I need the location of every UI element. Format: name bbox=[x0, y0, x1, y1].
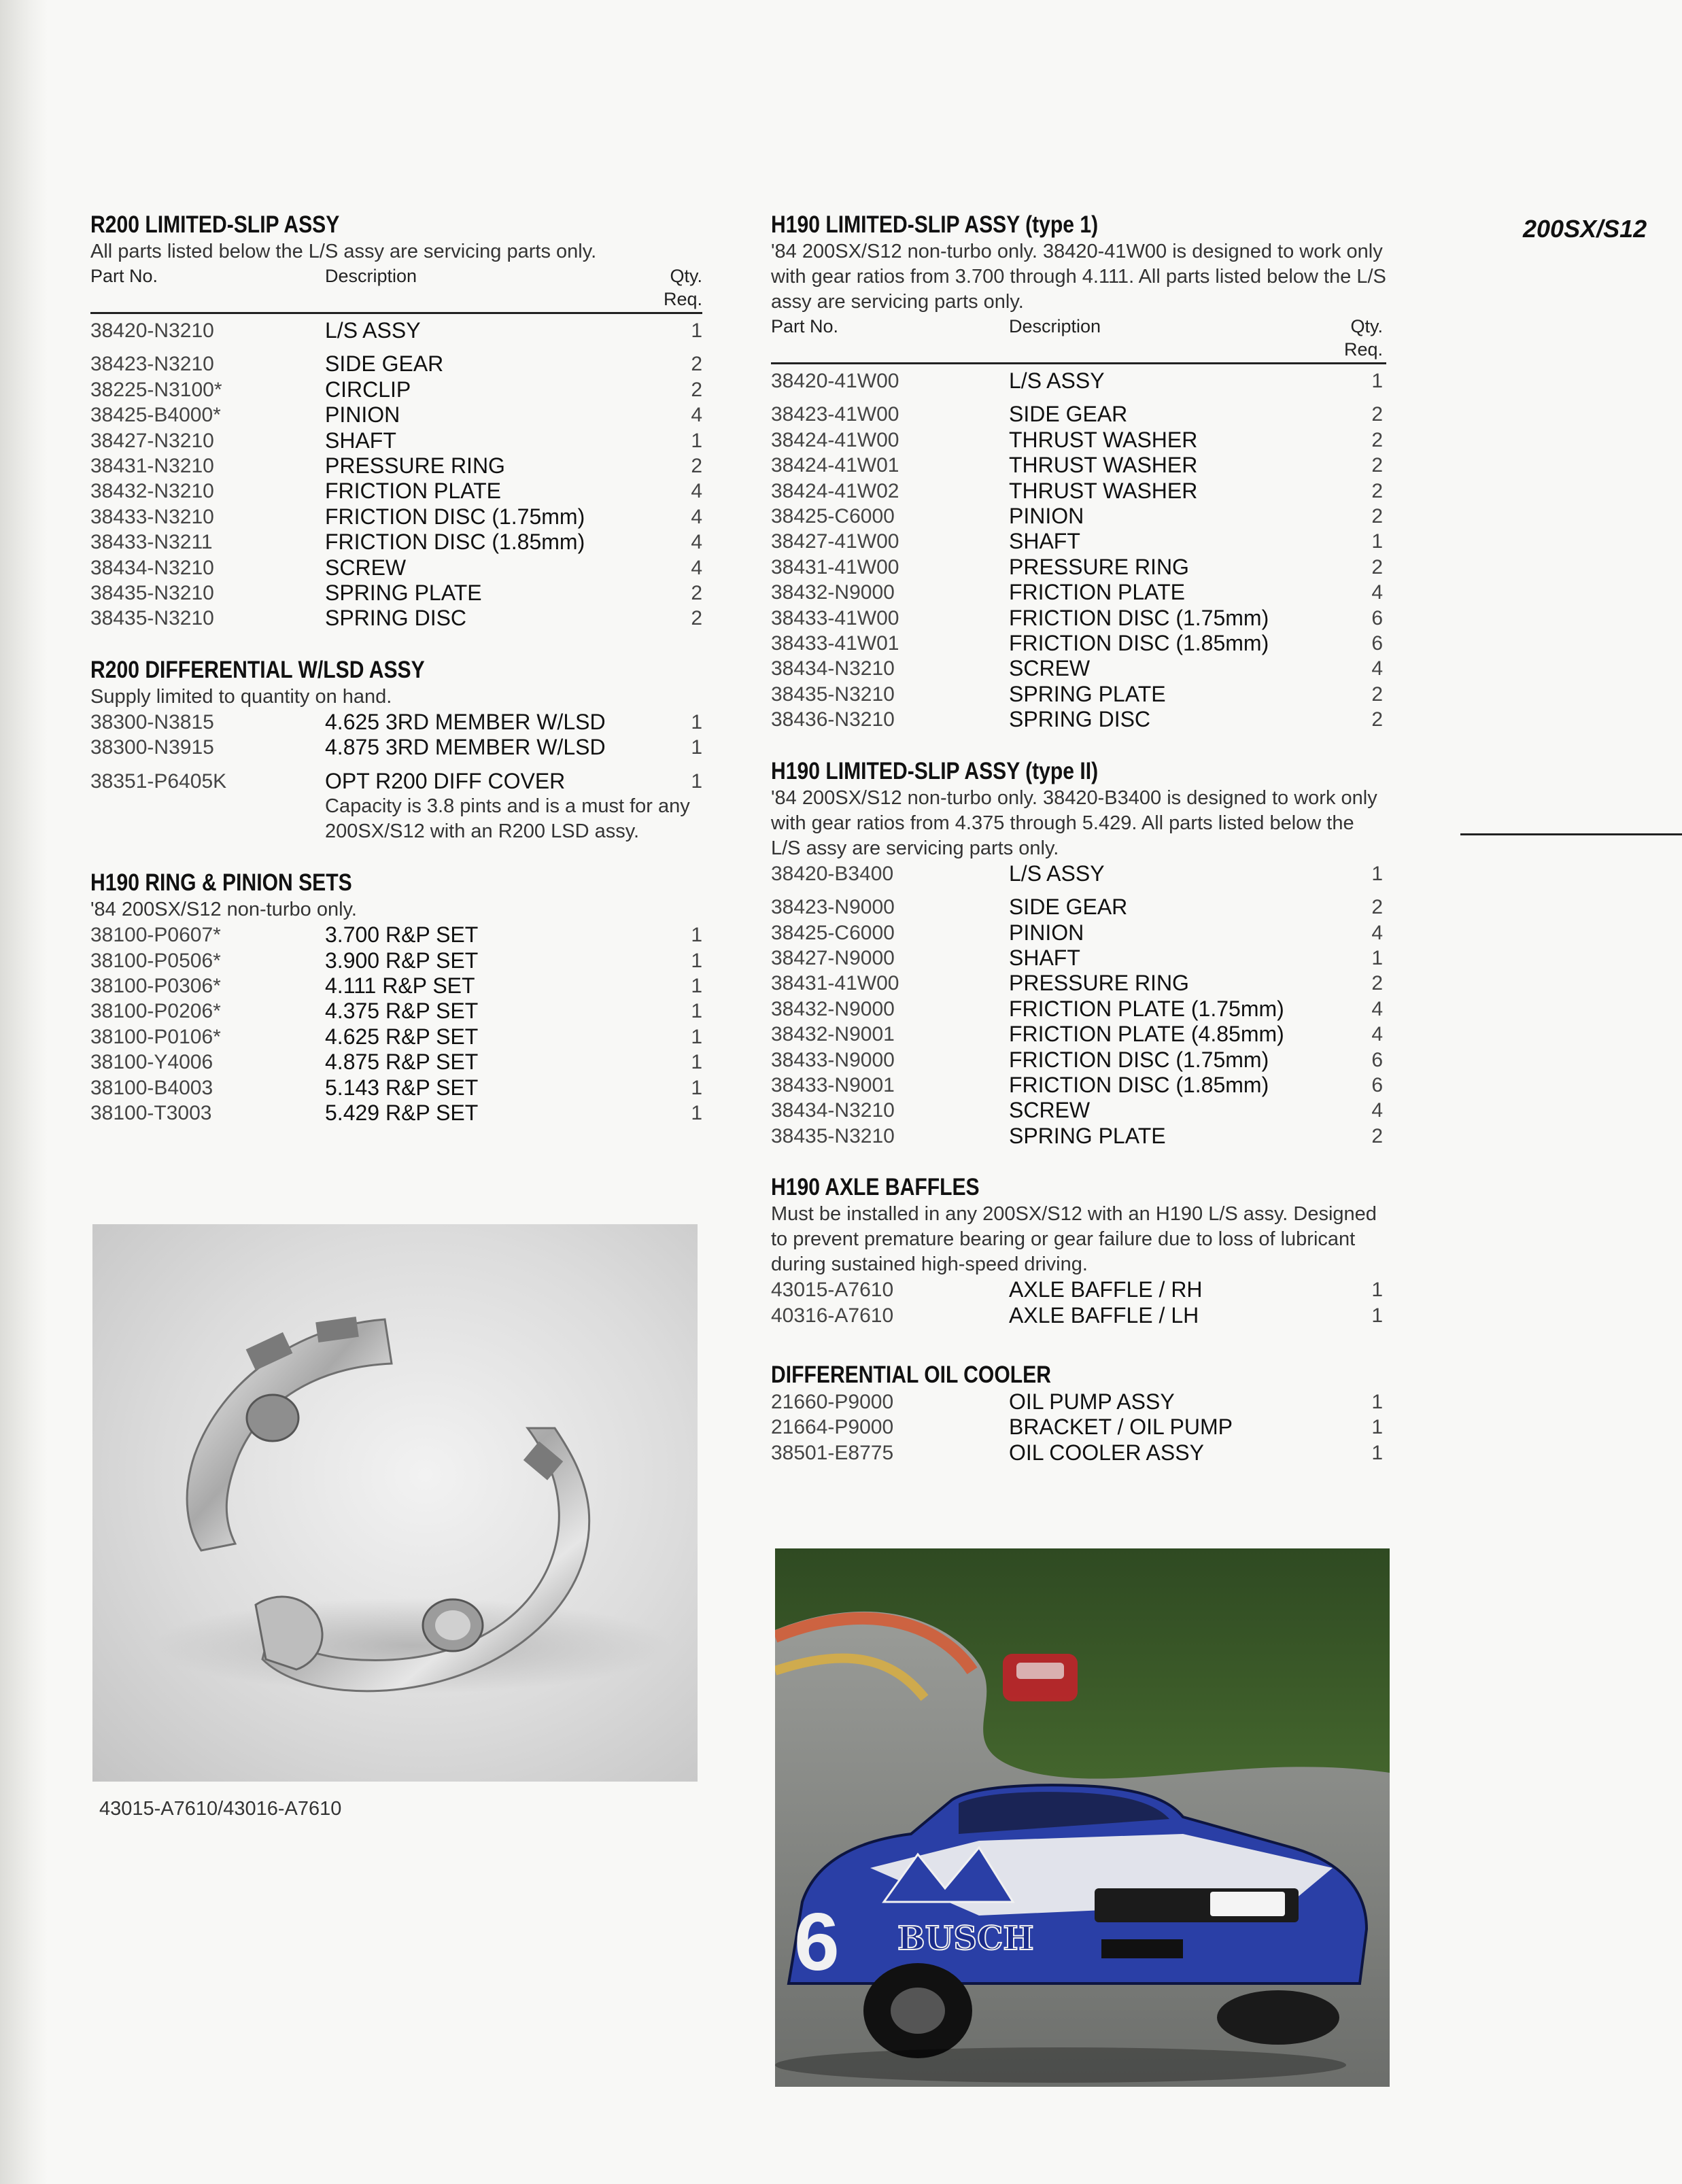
part-qty: 6 bbox=[1371, 606, 1383, 629]
part-qty: 2 bbox=[1371, 454, 1383, 477]
part-number: 38432-N9000 bbox=[771, 581, 895, 604]
part-number: 38427-41W00 bbox=[771, 530, 899, 553]
part-number: 38433-N9001 bbox=[771, 1073, 895, 1096]
table-row bbox=[771, 1098, 1386, 1123]
h190-axle-baffles-section bbox=[771, 1173, 1386, 1328]
part-description: 4.625 3RD MEMBER W/LSD bbox=[325, 709, 606, 734]
parts-table bbox=[90, 318, 702, 631]
part-number: 38300-N3815 bbox=[90, 710, 214, 733]
part-description: OIL PUMP ASSY bbox=[1009, 1389, 1175, 1414]
part-number: 38100-P0506* bbox=[90, 949, 221, 972]
part-number: 38432-N9000 bbox=[771, 997, 895, 1020]
section-note: Supply limited to quantity on hand. bbox=[90, 685, 392, 708]
race-car-illustration bbox=[775, 1548, 1390, 2087]
part-qty: 2 bbox=[1371, 708, 1383, 731]
part-description: SHAFT bbox=[325, 428, 396, 453]
part-description: 5.429 R&P SET bbox=[325, 1100, 479, 1125]
cover-note-row bbox=[90, 794, 702, 844]
differential-oil-cooler-section bbox=[771, 1361, 1386, 1466]
table-row bbox=[90, 999, 702, 1024]
part-number: 38420-41W00 bbox=[771, 370, 899, 392]
part-description: SPRING DISC bbox=[325, 606, 467, 631]
part-description: FRICTION PLATE (1.75mm) bbox=[1009, 996, 1284, 1021]
part-description: SPRING PLATE bbox=[1009, 681, 1166, 706]
part-number: 38433-N9000 bbox=[771, 1048, 895, 1071]
parts-table bbox=[771, 368, 1386, 733]
part-description: SCREW bbox=[1009, 1098, 1091, 1123]
part-qty: 2 bbox=[691, 353, 702, 376]
part-number: 38433-41W00 bbox=[771, 606, 899, 629]
part-number: 38100-P0306* bbox=[90, 974, 221, 997]
part-description: PRESSURE RING bbox=[1009, 554, 1189, 579]
part-description: SPRING PLATE bbox=[325, 580, 482, 606]
section-note: '84 200SX/S12 non-turbo only. bbox=[90, 899, 357, 921]
table-row bbox=[771, 1303, 1386, 1328]
part-qty: 4 bbox=[691, 556, 702, 579]
part-description: THRUST WASHER bbox=[1009, 427, 1198, 452]
part-qty: 1 bbox=[1371, 1390, 1383, 1413]
part-description: PRESSURE RING bbox=[1009, 971, 1189, 996]
table-row bbox=[771, 606, 1386, 631]
qty-header: Qty. Req. bbox=[1343, 316, 1383, 360]
table-row bbox=[90, 555, 702, 580]
part-number: 38435-N3210 bbox=[771, 682, 895, 706]
part-description: FRICTION PLATE bbox=[1009, 580, 1185, 605]
car-shadow bbox=[775, 2047, 1346, 2083]
part-number: 38433-41W01 bbox=[771, 632, 899, 655]
part-number: 38423-N3210 bbox=[90, 353, 214, 376]
sponsor-logo: BUSCH bbox=[897, 1920, 1034, 1958]
part-number: 38433-N3210 bbox=[90, 505, 214, 528]
part-description: FRICTION DISC (1.85mm) bbox=[325, 530, 585, 555]
part-qty: 4 bbox=[691, 480, 702, 503]
table-row bbox=[771, 1124, 1386, 1149]
table-row bbox=[771, 1415, 1386, 1440]
part-description: FRICTION PLATE (4.85mm) bbox=[1009, 1022, 1284, 1047]
table-row bbox=[90, 530, 702, 555]
part-number: 38300-N3915 bbox=[90, 736, 214, 759]
table-row bbox=[771, 428, 1386, 453]
part-qty: 2 bbox=[1371, 505, 1383, 528]
part-qty: 4 bbox=[1371, 1023, 1383, 1046]
part-description: SHAFT bbox=[1009, 945, 1080, 970]
part-qty: 6 bbox=[1371, 1048, 1383, 1071]
part-description: L/S ASSY bbox=[325, 318, 421, 343]
part-qty: 2 bbox=[1371, 1124, 1383, 1147]
table-row bbox=[90, 1024, 702, 1050]
part-qty: 2 bbox=[1371, 479, 1383, 502]
description-header: Description bbox=[1009, 316, 1101, 336]
part-number: 38420-B3400 bbox=[771, 862, 894, 885]
h190-ring-pinion-section bbox=[90, 869, 702, 1126]
table-row bbox=[90, 1050, 702, 1075]
table-row bbox=[90, 973, 702, 999]
part-qty: 6 bbox=[1371, 632, 1383, 655]
cover-note: Capacity is 3.8 pints and is a must for any 200SX/S12 with an R200 LSD assy. bbox=[325, 795, 690, 843]
part-qty: 1 bbox=[691, 769, 702, 793]
table-row bbox=[771, 971, 1386, 996]
table-row bbox=[90, 769, 702, 794]
table-row bbox=[771, 861, 1386, 886]
baffle-tube bbox=[247, 1395, 298, 1441]
page-model-tag: 200SX/S12 bbox=[1523, 215, 1647, 243]
part-description: 4.875 R&P SET bbox=[325, 1050, 479, 1075]
table-row bbox=[771, 504, 1386, 529]
section-title: H190 RING & PINION SETS bbox=[90, 869, 352, 897]
r200-lsd-section bbox=[90, 211, 702, 631]
part-qty: 1 bbox=[1371, 1279, 1383, 1302]
axle-baffle-illustration bbox=[92, 1224, 698, 1782]
part-number: 38425-C6000 bbox=[771, 505, 895, 528]
car-headlight bbox=[1210, 1892, 1285, 1916]
part-no-header: Part No. bbox=[771, 316, 839, 336]
description-header: Description bbox=[325, 266, 417, 286]
distant-car-window bbox=[1016, 1663, 1064, 1679]
car-intake bbox=[1101, 1939, 1183, 1958]
part-qty: 1 bbox=[691, 949, 702, 972]
section-title: H190 LIMITED-SLIP ASSY (type II) bbox=[771, 757, 1099, 784]
part-number: 38431-N3210 bbox=[90, 455, 214, 478]
part-qty: 1 bbox=[1371, 1304, 1383, 1327]
table-row bbox=[90, 710, 702, 735]
part-description: 3.900 R&P SET bbox=[325, 948, 479, 973]
part-number: 38432-N3210 bbox=[90, 480, 214, 503]
section-title: H190 LIMITED-SLIP ASSY (type 1) bbox=[771, 211, 1099, 238]
table-row bbox=[90, 377, 702, 402]
part-description: SCREW bbox=[1009, 656, 1091, 681]
part-description: OIL COOLER ASSY bbox=[1009, 1440, 1204, 1465]
part-qty: 4 bbox=[1371, 921, 1383, 944]
left-column bbox=[90, 211, 702, 1150]
part-description: OPT R200 DIFF COVER bbox=[325, 768, 566, 793]
photo-caption: 43015-A7610/43016-A7610 bbox=[99, 1798, 342, 1820]
table-row bbox=[771, 895, 1386, 920]
table-row bbox=[771, 479, 1386, 504]
part-description: SCREW bbox=[325, 555, 407, 580]
part-description: 4.875 3RD MEMBER W/LSD bbox=[325, 735, 606, 760]
part-description: FRICTION DISC (1.85mm) bbox=[1009, 631, 1269, 656]
part-qty: 4 bbox=[1371, 1099, 1383, 1122]
part-description: AXLE BAFFLE / RH bbox=[1009, 1277, 1203, 1302]
part-description: CIRCLIP bbox=[325, 377, 411, 402]
table-row bbox=[771, 1440, 1386, 1466]
table-row bbox=[771, 529, 1386, 554]
right-column bbox=[771, 211, 1386, 1490]
part-description: FRICTION DISC (1.75mm) bbox=[1009, 1047, 1269, 1072]
part-description: FRICTION DISC (1.75mm) bbox=[1009, 605, 1269, 630]
qty-header: Qty. Req. bbox=[663, 266, 702, 309]
part-qty: 1 bbox=[691, 710, 702, 733]
table-row bbox=[90, 504, 702, 530]
baffle-tube-bore bbox=[435, 1610, 470, 1640]
parts-table bbox=[771, 861, 1386, 1149]
section-title: H190 AXLE BAFFLES bbox=[771, 1174, 980, 1201]
part-qty: 1 bbox=[691, 1025, 702, 1048]
r200-differential-section bbox=[90, 656, 702, 844]
side-rule bbox=[1460, 833, 1682, 835]
spacer bbox=[90, 794, 325, 844]
part-description: L/S ASSY bbox=[1009, 368, 1105, 393]
part-description: PINION bbox=[1009, 920, 1084, 945]
part-number: 40316-A7610 bbox=[771, 1304, 894, 1327]
section-note: '84 200SX/S12 non-turbo only. 38420-B3400 is designed to work only with gear ratios from 4.375 through 5.429. All parts listed below the L/S assy are servicing parts only. bbox=[771, 786, 1377, 859]
part-qty: 1 bbox=[691, 1101, 702, 1124]
part-number: 38100-P0206* bbox=[90, 1000, 221, 1023]
part-description: SHAFT bbox=[1009, 529, 1080, 554]
table-row bbox=[90, 351, 702, 377]
part-description: 5.143 R&P SET bbox=[325, 1075, 479, 1100]
part-number: 38424-41W02 bbox=[771, 479, 899, 502]
part-qty: 1 bbox=[691, 1076, 702, 1099]
part-qty: 2 bbox=[1371, 555, 1383, 578]
part-qty: 1 bbox=[1371, 530, 1383, 553]
table-row bbox=[771, 920, 1386, 946]
part-number: 38436-N3210 bbox=[771, 708, 895, 731]
part-number: 38100-B4003 bbox=[90, 1076, 213, 1099]
part-description: SIDE GEAR bbox=[1009, 402, 1128, 427]
part-qty: 4 bbox=[691, 505, 702, 528]
table-row bbox=[771, 1277, 1386, 1302]
section-note: All parts listed below the L/S assy are servicing parts only. bbox=[90, 241, 597, 262]
table-row bbox=[771, 1022, 1386, 1047]
table-row bbox=[771, 946, 1386, 971]
table-row bbox=[771, 682, 1386, 707]
table-row bbox=[771, 1389, 1386, 1415]
part-qty: 2 bbox=[1371, 428, 1383, 451]
part-description: PINION bbox=[1009, 504, 1084, 529]
table-row bbox=[90, 948, 702, 973]
part-qty: 2 bbox=[1371, 403, 1383, 426]
table-row bbox=[90, 922, 702, 948]
part-qty: 4 bbox=[691, 404, 702, 427]
part-number: 38100-P0607* bbox=[90, 924, 221, 947]
table-row bbox=[90, 428, 702, 453]
section-title: DIFFERENTIAL OIL COOLER bbox=[771, 1361, 1051, 1388]
part-number: 38100-Y4006 bbox=[90, 1051, 213, 1074]
part-number: 38434-N3210 bbox=[771, 657, 895, 680]
part-description: 4.375 R&P SET bbox=[325, 999, 479, 1024]
part-number: 21660-P9000 bbox=[771, 1390, 894, 1413]
part-description: PRESSURE RING bbox=[325, 453, 505, 479]
part-number: 38435-N3210 bbox=[90, 582, 214, 605]
part-qty: 4 bbox=[1371, 581, 1383, 604]
table-row bbox=[90, 479, 702, 504]
section-note: '84 200SX/S12 non-turbo only. 38420-41W00 is designed to work only with gear ratios from 3.700 through 4.111. All parts listed below the L/S assy are servicing parts only. bbox=[771, 241, 1386, 313]
part-number: 38100-P0106* bbox=[90, 1025, 221, 1048]
part-description: 4.625 R&P SET bbox=[325, 1024, 479, 1049]
part-qty: 2 bbox=[691, 607, 702, 630]
part-description: BRACKET / OIL PUMP bbox=[1009, 1415, 1233, 1440]
part-number: 38424-41W00 bbox=[771, 428, 899, 451]
h190-lsd-type2-section bbox=[771, 757, 1386, 1149]
part-number: 38351-P6405K bbox=[90, 769, 227, 793]
part-number: 21664-P9000 bbox=[771, 1416, 894, 1439]
part-description: SIDE GEAR bbox=[1009, 895, 1128, 920]
part-number: 38425-C6000 bbox=[771, 921, 895, 944]
table-row bbox=[90, 735, 702, 760]
part-number: 38225-N3100* bbox=[90, 378, 222, 401]
table-row bbox=[90, 606, 702, 631]
part-number: 38433-N3211 bbox=[90, 531, 213, 554]
part-qty: 2 bbox=[1371, 682, 1383, 706]
part-qty: 1 bbox=[691, 1000, 702, 1023]
part-qty: 4 bbox=[1371, 657, 1383, 680]
part-qty: 1 bbox=[691, 429, 702, 452]
part-number: 38434-N3210 bbox=[90, 556, 214, 579]
part-qty: 1 bbox=[1371, 946, 1383, 969]
part-number: 38432-N9001 bbox=[771, 1023, 895, 1046]
table-header bbox=[90, 264, 702, 314]
race-car-photo bbox=[775, 1548, 1390, 2087]
part-qty: 1 bbox=[1371, 862, 1383, 885]
table-row bbox=[771, 402, 1386, 427]
table-row bbox=[771, 453, 1386, 478]
part-description: THRUST WASHER bbox=[1009, 453, 1198, 478]
part-qty: 2 bbox=[1371, 896, 1383, 919]
h190-lsd-type1-section bbox=[771, 211, 1386, 733]
part-qty: 2 bbox=[1371, 972, 1383, 995]
part-number: 38431-41W00 bbox=[771, 555, 899, 578]
part-qty: 1 bbox=[691, 1051, 702, 1074]
part-number: 38501-E8775 bbox=[771, 1441, 894, 1464]
table-row bbox=[771, 1073, 1386, 1098]
part-description: AXLE BAFFLE / LH bbox=[1009, 1302, 1199, 1328]
parts-table bbox=[90, 710, 702, 844]
table-row bbox=[90, 1075, 702, 1100]
part-description: FRICTION DISC (1.85mm) bbox=[1009, 1072, 1269, 1097]
part-qty: 2 bbox=[691, 582, 702, 605]
table-row bbox=[771, 580, 1386, 605]
part-qty: 6 bbox=[1371, 1073, 1383, 1096]
part-description: PINION bbox=[325, 402, 400, 428]
part-number: 38435-N3210 bbox=[90, 607, 214, 630]
table-row bbox=[771, 1047, 1386, 1073]
page-binding-shadow bbox=[0, 0, 48, 2184]
table-row bbox=[771, 707, 1386, 732]
part-number: 38423-41W00 bbox=[771, 403, 899, 426]
part-description: SIDE GEAR bbox=[325, 351, 444, 377]
part-number: 38425-B4000* bbox=[90, 404, 221, 427]
part-number: 38434-N3210 bbox=[771, 1099, 895, 1122]
part-number: 38427-N9000 bbox=[771, 946, 895, 969]
part-description: FRICTION PLATE bbox=[325, 479, 501, 504]
section-title: R200 DIFFERENTIAL W/LSD ASSY bbox=[90, 656, 425, 683]
part-qty: 2 bbox=[691, 455, 702, 478]
part-number: 38427-N3210 bbox=[90, 429, 214, 452]
part-number: 38420-N3210 bbox=[90, 319, 214, 342]
part-qty: 1 bbox=[1371, 1416, 1383, 1439]
part-description: FRICTION DISC (1.75mm) bbox=[325, 504, 585, 529]
part-number: 43015-A7610 bbox=[771, 1279, 894, 1302]
part-qty: 1 bbox=[691, 319, 702, 342]
parts-table bbox=[771, 1277, 1386, 1328]
table-row bbox=[90, 580, 702, 606]
table-row bbox=[771, 631, 1386, 656]
part-number: 38431-41W00 bbox=[771, 972, 899, 995]
axle-baffle-photo bbox=[92, 1224, 698, 1782]
table-row bbox=[90, 453, 702, 479]
part-description: SPRING PLATE bbox=[1009, 1123, 1166, 1148]
part-qty: 4 bbox=[691, 531, 702, 554]
car-splitter-shadow bbox=[1217, 1990, 1339, 2045]
part-number: 38100-T3003 bbox=[90, 1101, 212, 1124]
part-qty: 1 bbox=[1371, 370, 1383, 392]
table-row bbox=[771, 656, 1386, 681]
door-number: 6 bbox=[794, 1896, 840, 1988]
table-row bbox=[90, 318, 702, 343]
table-row bbox=[90, 402, 702, 428]
part-number: 38424-41W01 bbox=[771, 454, 899, 477]
part-number: 38423-N9000 bbox=[771, 896, 895, 919]
parts-table bbox=[771, 1389, 1386, 1466]
part-description: 3.700 R&P SET bbox=[325, 922, 479, 948]
part-number: 38435-N3210 bbox=[771, 1124, 895, 1147]
part-qty: 1 bbox=[691, 736, 702, 759]
part-no-header: Part No. bbox=[90, 266, 158, 286]
part-description: 4.111 R&P SET bbox=[325, 973, 475, 998]
part-qty: 1 bbox=[691, 974, 702, 997]
part-qty: 1 bbox=[691, 924, 702, 947]
table-row bbox=[771, 996, 1386, 1022]
table-header bbox=[771, 315, 1386, 364]
part-qty: 4 bbox=[1371, 997, 1383, 1020]
part-qty: 1 bbox=[1371, 1441, 1383, 1464]
part-description: L/S ASSY bbox=[1009, 861, 1105, 886]
parts-table bbox=[90, 922, 702, 1126]
car-wheel-hub bbox=[891, 1988, 945, 2034]
table-row bbox=[771, 555, 1386, 580]
section-note: Must be installed in any 200SX/S12 with an H190 L/S assy. Designed to prevent premature bearing or gear failure due to loss of lubricant during sustained high-speed driving. bbox=[771, 1203, 1377, 1276]
table-row bbox=[90, 1100, 702, 1126]
part-description: SPRING DISC bbox=[1009, 707, 1151, 732]
table-row bbox=[771, 368, 1386, 394]
part-qty: 2 bbox=[691, 378, 702, 401]
section-title: R200 LIMITED-SLIP ASSY bbox=[90, 211, 340, 238]
part-description: THRUST WASHER bbox=[1009, 478, 1198, 503]
